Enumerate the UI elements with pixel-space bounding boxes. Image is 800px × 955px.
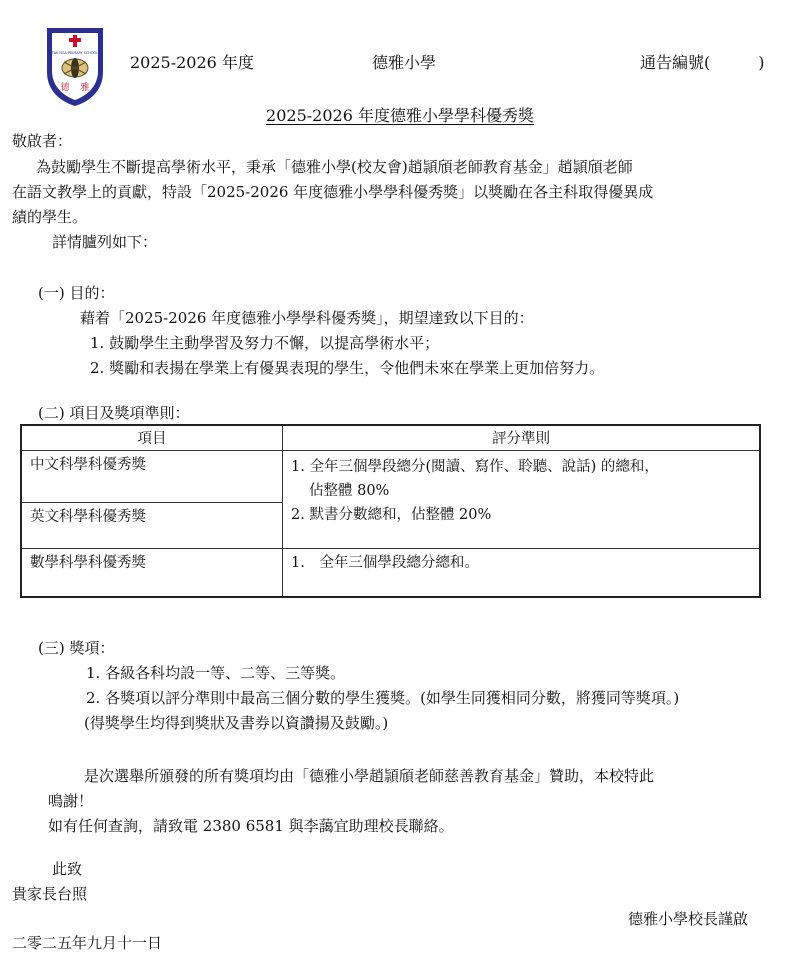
section3-item-1: 1. 各級各科均設一等、二等、三等獎。	[86, 664, 346, 682]
header-school: 德雅小學	[372, 53, 437, 72]
school-logo	[44, 24, 106, 108]
header-year: 2025-2026 年度	[130, 53, 254, 72]
section1-lead: 藉着「2025-2026 年度德雅小學學科優秀獎」，期望達致以下目的：	[80, 309, 534, 327]
salutation: 敬啟者：	[12, 132, 73, 150]
criteria-line-1: 1. 全年三個學段總分(閱讀、寫作、聆聽、說話) 的總和，	[291, 459, 659, 475]
section3-note: (得獎學生均得到獎狀及書券以資讚揚及鼓勵。)	[84, 714, 389, 732]
document-date: 二零二五年九月十一日	[12, 934, 163, 952]
thanks-line-2: 鳴謝！	[48, 792, 94, 810]
recipient: 貴家長台照	[12, 885, 88, 903]
table-header-criteria: 評分準則	[283, 425, 761, 451]
logo-zh-left: 德	[60, 83, 70, 93]
section3-item-2: 2. 各獎項以評分準則中最高三個分數的學生獲獎。(如學生同獲相同分數，將獲同等獎項。)	[86, 689, 680, 707]
logo-zh-right: 雅	[80, 83, 90, 93]
signature: 德雅小學校長謹啟	[628, 910, 749, 928]
table-row-english-item: 英文科學科優秀獎	[21, 503, 283, 549]
intro-line-3: 績的學生。	[12, 208, 88, 226]
criteria-line-1b: 佔整體 80%	[309, 483, 390, 499]
document-title-wrapper	[0, 103, 800, 126]
table-row-chinese-criteria	[283, 451, 761, 549]
section1-item-2: 2. 獎勵和表揚在學業上有優異表現的學生，令他們未來在學業上更加倍努力。	[90, 359, 605, 377]
document-title: 2025-2026 年度德雅小學學科優秀獎	[266, 106, 534, 125]
thanks-line-1: 是次選舉所頒發的所有獎項均由「德雅小學趙頴頎老師慈善教育基金」贊助，本校特此	[84, 767, 655, 785]
table-row-math-item: 數學科學科優秀獎	[21, 549, 283, 597]
table-header-item: 項目	[21, 425, 283, 451]
logo-english-text: TAK NGA PRIMARY SCHOOL	[51, 51, 99, 55]
section2-heading: (二) 項目及獎項準則：	[38, 404, 190, 422]
section1-item-1: 1. 鼓勵學生主動學習及努力不懈，以提高學術水平；	[90, 334, 440, 352]
section1-heading: (一) 目的：	[38, 284, 115, 302]
inquiry-line: 如有任何查詢，請致電 2380 6581 與李藹宜助理校長聯絡。	[48, 817, 454, 835]
section3-heading: (三) 獎項：	[38, 639, 115, 657]
header-notice-number: 通告編號( )	[640, 53, 765, 72]
criteria-table	[20, 424, 761, 598]
table-row-chinese-item: 中文科學科優秀獎	[21, 451, 283, 503]
intro-line-1: 為鼓勵學生不斷提高學術水平，秉承「德雅小學(校友會)趙頴頎老師教育基金」趙頴頎老師	[36, 158, 633, 176]
ci-zhi: 此致	[52, 860, 83, 878]
table-row-math-criteria: 1. 全年三個學段總分總和。	[283, 549, 761, 597]
criteria-line-2: 2. 默書分數總和，佔整體 20%	[291, 507, 492, 523]
intro-line-4: 詳情臚列如下：	[52, 233, 158, 251]
intro-line-2: 在語文教學上的貢獻，特設「2025-2026 年度德雅小學學科優秀獎」以獎勵在各主科取得優異成	[12, 183, 654, 201]
